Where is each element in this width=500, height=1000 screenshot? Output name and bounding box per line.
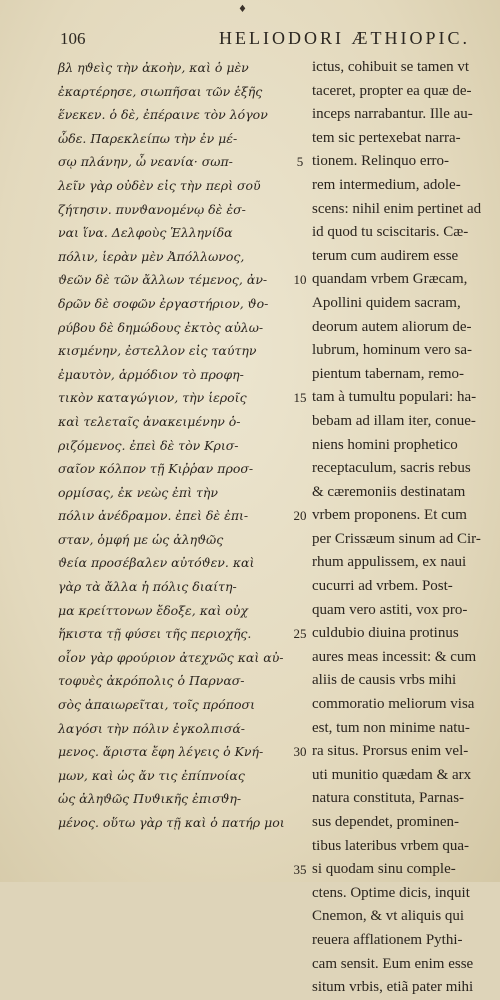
greek-line: πόλιν ἀνέδραμον. ἐπεὶ δὲ ἐπι- [58,508,249,524]
line-number: 15 [293,390,307,406]
greek-line: μων, καὶ ὡς ἄν τις ἐπίπνοίας [58,767,245,783]
latin-line: rem intermedium, adole- [312,176,461,193]
greek-line: σὸς ἀπαιωρεῖται, τοῖς πρόποσι [58,697,255,713]
latin-line: aliis de causis vrbs mihi [312,672,457,689]
latin-line: commoratio meliorum visa [312,696,475,713]
latin-line: per Crissæum sinum ad Cir- [312,530,481,547]
greek-line: λαγόσι τὴν πόλιν ἐγκολπισά- [58,720,246,736]
greek-line: γὰρ τὰ ἄλλα ἡ πόλις διαίτη- [58,579,237,595]
latin-line: cam sensit. Eum enim esse [312,955,474,972]
latin-line: pientum tabernam, remo- [312,365,465,382]
latin-line: culdubio diuina protinus [312,625,459,642]
greek-line: ἐμαυτὸν, ἁρμόδιον τὸ προφη- [58,366,244,382]
line-number: 10 [293,272,307,288]
greek-line: ϑεία προσέβαλεν αὐτόϑεν. καὶ [58,555,255,571]
greek-line: τοφυὲς ἀκρόπολις ὁ Παρνασ- [58,673,245,689]
line-number: 35 [293,862,307,878]
greek-line: ἕνεκεν. ὁ δὲ, ἐπέραινε τὸν λόγον [58,107,268,123]
latin-line: tibus lateribus vrbem qua- [312,837,470,854]
latin-line: aures meas incessit: & cum [312,648,477,665]
latin-line: niens homini prophetico [312,436,458,453]
greek-line: ὡς ἀληϑῶς Πυϑικῆς ἐπισϑη- [58,791,242,807]
latin-line: ra situs. Prorsus enim vel- [312,743,469,760]
latin-line: receptaculum, sacris rebus [312,460,471,477]
greek-line: λεῖν γὰρ οὐδὲν εἰς τὴν περὶ σοῦ [58,177,261,193]
greek-line: ορμίσας, ἐκ νεὼς ἐπὶ τὴν [58,484,218,500]
greek-line: σῳ πλάνην, ὦ νεανία· σωπ- [58,154,233,170]
line-number: 25 [293,626,307,642]
latin-line: tionem. Relinquo erro- [312,153,450,170]
latin-text-column [312,56,488,1000]
greek-text-column [58,56,288,835]
latin-line: quam vero astiti, vox pro- [312,601,468,618]
latin-line: cucurri ad vrbem. Post- [312,578,453,595]
greek-line: σταν, ὁμφή με ὡς ἀληϑῶς [58,531,224,547]
greek-line: μενος. ἄριστα ἔφη λέγεις ὁ Κνή- [58,744,264,760]
greek-line: ἐκαρτέρησε, σιωπῆσαι τῶν ἑξῆς [58,83,263,99]
running-title: HELIODORI ÆTHIOPIC. [219,28,470,48]
latin-line: quandam vrbem Græcam, [312,271,468,288]
greek-line: ϑεῶν δὲ τῶν ἄλλων τέμενος, ἀν- [58,272,268,288]
latin-line: & cæremoniis destinatam [312,483,466,500]
latin-line: natura constituta, Parnas- [312,790,465,807]
greek-line: κισμένην, ἐστελλον εἰς ταύτην [58,343,257,359]
latin-line: deorum autem aliorum de- [312,318,472,335]
greek-line: ὧδε. Παρεκλείπω τὴν ἐν μέ- [58,130,238,146]
greek-line: ρύβου δὲ δημώδους ἐκτὸς αὐλω- [58,319,264,335]
latin-line: rhum appulissem, ex naui [312,554,467,571]
latin-line: si quodam sinu comple- [312,861,456,878]
latin-line: id quod tu sciscitaris. Cæ- [312,224,469,241]
greek-line: τικὸν καταγώγιον, τὴν ἱεροῖς [58,390,247,406]
greek-line: καὶ τελεταῖς ἀνακειμένην ὁ- [58,413,241,429]
greek-line: ζήτησιν. πυνϑανομένῳ δὲ ἐσ- [58,201,246,217]
latin-line: scens: nihil enim pertinet ad [312,200,482,217]
latin-line: terum cum audirem esse [312,247,459,264]
greek-line: ναι ἵνα. Δελφοὺς Ἑλληνίδα [58,225,233,241]
greek-line: βλ ηϑεὶς τὴν ἀκοὴν, καὶ ὁ μὲν [58,60,249,75]
latin-line: ictus, cohibuit se tamen vt [312,59,470,75]
latin-line: ctens. Optime dicis, inquit [312,884,470,901]
latin-line: situm vrbis, etiã pater mihi [312,979,474,996]
latin-line: Cnemon, & vt aliquis qui [312,908,465,925]
latin-line: Apollini quidem sacram, [312,294,461,311]
latin-line: inceps narrabantur. Ille au- [312,106,473,123]
greek-line: οἷον γὰρ φρούριον ἀτεχνῶς καὶ αὐ- [58,649,284,665]
greek-line: πόλιν, ἱερὰν μὲν Ἀπόλλωνος, [58,248,245,264]
line-number: 30 [293,744,307,760]
latin-line: vrbem proponens. Et cum [312,507,467,524]
line-number: 20 [293,508,307,524]
line-number: 5 [296,154,304,170]
greek-line: μένος. οὕτω γὰρ τῇ καὶ ὁ πατήρ μοι [58,815,285,830]
greek-line: δρῶν δὲ σοφῶν ἐργαστήριον, ϑο- [58,295,269,311]
latin-line: lubrum, hominum vero sa- [312,342,472,359]
latin-line: sus dependet, prominen- [312,814,460,830]
latin-line: taceret, propter ea quæ de- [312,82,472,99]
greek-line: ριζόμενος. ἐπεὶ δὲ τὸν Κρισ- [58,437,239,453]
latin-line: uti munitio quædam & arx [312,766,472,783]
greek-line: σαῖον κόλπον τῇ Κιῤῥαν προσ- [58,461,254,477]
latin-line: tam à tumultu populari: ha- [312,389,477,406]
latin-line: bebam ad illam iter, conue- [312,412,476,429]
ornament-icon: ♦ [238,4,247,15]
latin-line: reuera afflationem Pythi- [312,931,463,948]
latin-line: tem sic pertexebat narra- [312,129,461,146]
latin-line: est, tum non minime natu- [312,719,470,736]
running-head [60,28,470,49]
greek-line: μα κρείττονων ἔδοξε, καὶ οὐχ [58,602,248,618]
greek-line: ἥκιστα τῇ φύσει τῆς περιοχῆς. [58,626,252,642]
page-number: 106 [60,29,86,48]
